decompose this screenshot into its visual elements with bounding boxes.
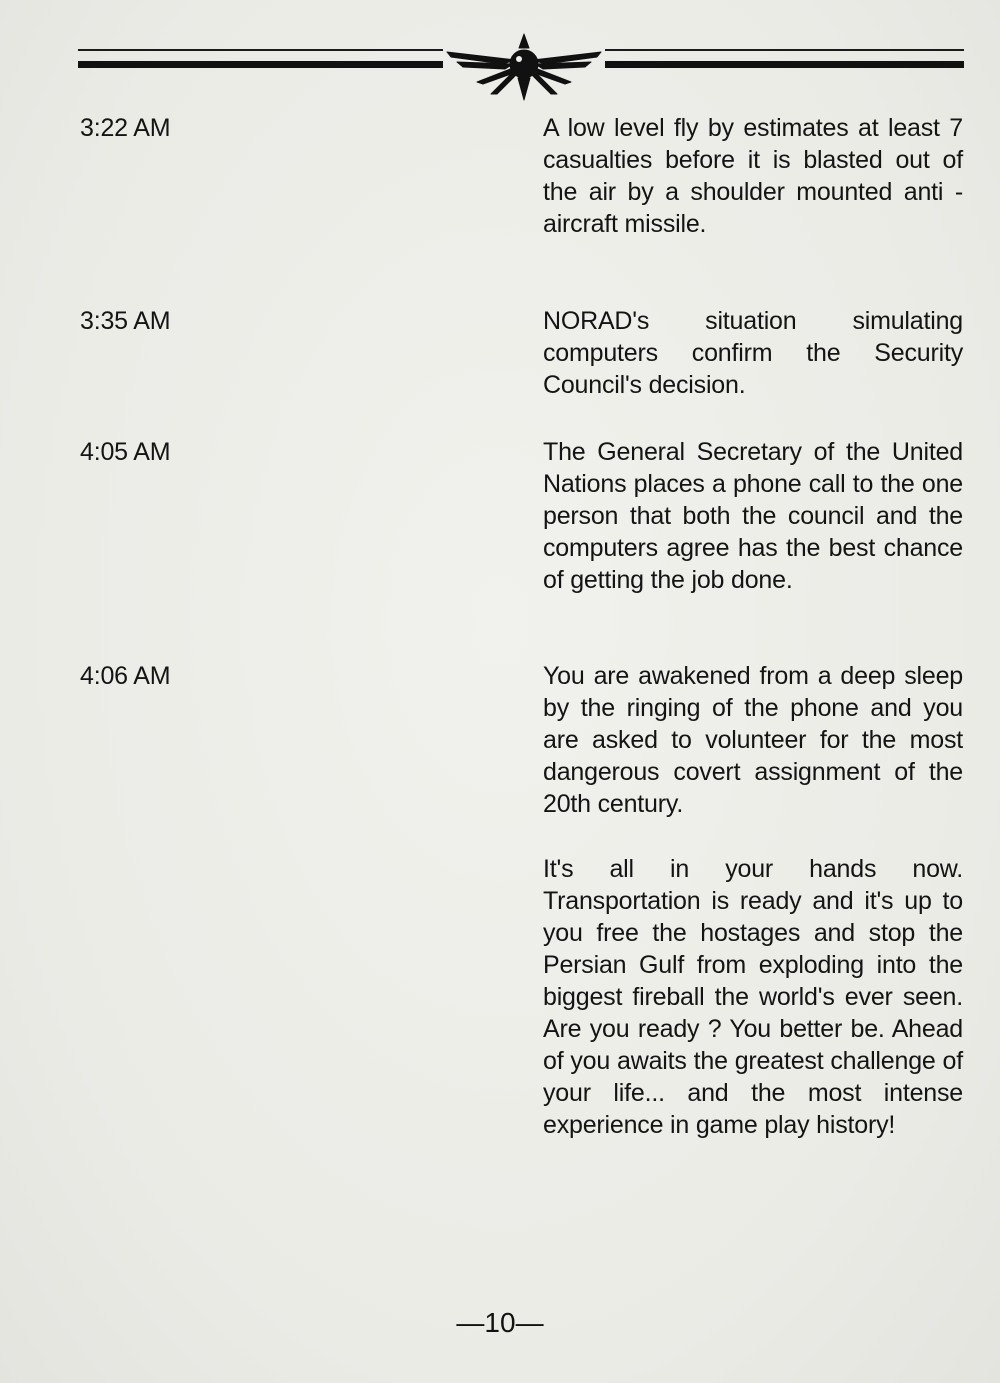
entry-text: You are awakened from a deep sleep by the ringing of the phone and you are asked to volunteer for the most dangerous covert assignment of the 20th century. bbox=[543, 662, 963, 818]
entry-time: 4:06 AM bbox=[80, 662, 171, 690]
entry-text: NORAD's situation simulating computers confirm the Security Council's decision. bbox=[543, 307, 963, 399]
entry-time: 3:35 AM bbox=[80, 307, 171, 335]
entry-text: It's all in your hands now. Transportation is ready and it's up to you free the hostages and stop the Persian Gulf from exploding into the biggest fireball the world's ever seen. Are you ready ? You better be. Ahead of you awaits the greatest challenge of your life... and the most intense experience in game play history! bbox=[543, 855, 963, 1139]
entry-time: 4:05 AM bbox=[80, 438, 171, 466]
entry-time: 3:22 AM bbox=[80, 114, 171, 142]
page-number: —10— bbox=[456, 1307, 544, 1338]
header-rule-right bbox=[605, 30, 964, 102]
header-rule-left bbox=[78, 30, 443, 102]
winged-emblem-icon bbox=[443, 30, 605, 102]
entry-text: A low level fly by estimates at least 7 casualties before it is blasted out of the air by a shoulder mounted anti - aircraft missile. bbox=[543, 114, 963, 238]
entry-text: The General Secretary of the United Nations places a phone call to the one person that both the council and the computers agree has the best chance of getting the job done. bbox=[543, 438, 963, 594]
header-ornament bbox=[78, 30, 964, 102]
